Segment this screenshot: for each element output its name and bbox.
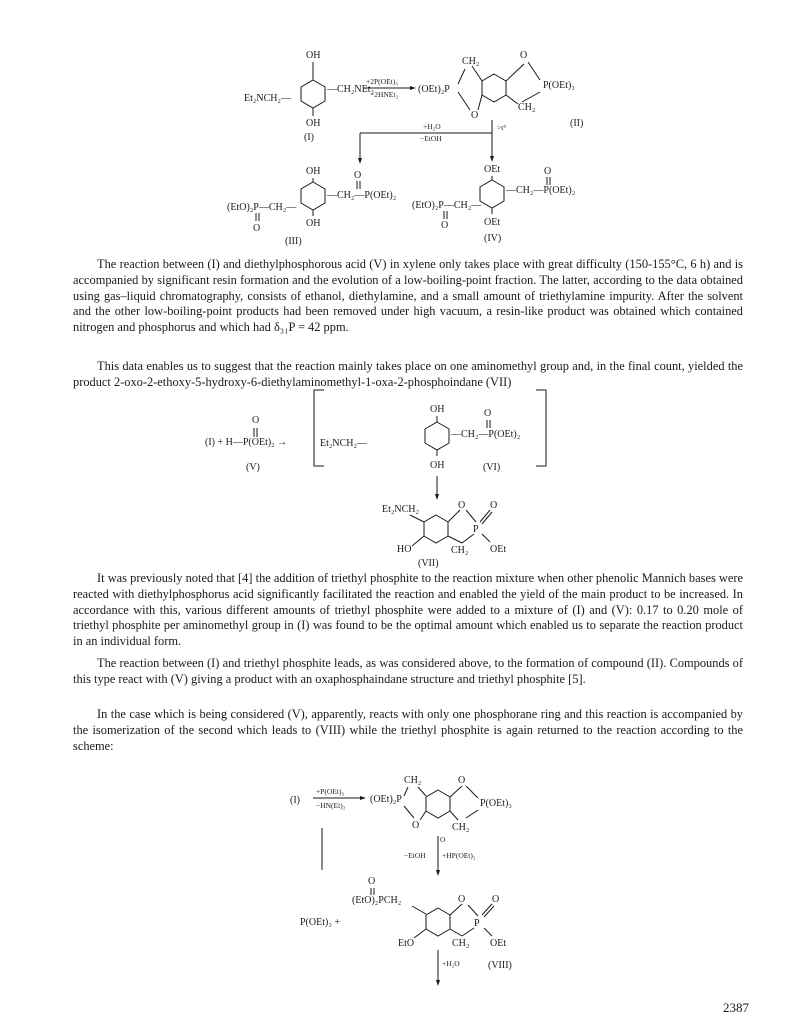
poet3-label: P(OEt)₃ (480, 798, 512, 809)
label-VI: (VI) (483, 462, 501, 473)
label-VII: (VII) (418, 558, 439, 569)
compound-VIII (300, 876, 506, 949)
oet2p-label: (OEt)₂P (418, 84, 450, 95)
o-label: O (458, 894, 466, 905)
o-label: O (354, 170, 362, 181)
paragraph-text: This data enables us to suggest that the reaction mainly takes place on one aminomethyl group and, in the final count, yielded the product 2-oxo-2-ethoxy-5-hydroxy-6-diethylaminomethyl-1-oxa-2-phosphoindane (VII) (73, 359, 743, 389)
o-label: O (253, 223, 261, 234)
page-number: 2387 (723, 1000, 749, 1015)
oh-label: OH (306, 218, 321, 229)
label-IV: (IV) (484, 233, 502, 244)
o-label: O (458, 775, 466, 786)
paragraph-text: The reaction between (I) and triethyl phosphite leads, as was considered above, to the formation of compound (II). Compounds of this type react with (V) giving a product with an oxaphosphaindane structure and triethyl phosphite [5]. (73, 656, 743, 686)
paragraph-text: It was previously noted that [4] the addition of triethyl phosphite to the reaction mixture when other phenolic Mannich bases were reacted with diethylphosphorus acid significantly facilitated the reaction and enabled the yield of the main product to be increased. In accordance with this, various different amounts of triethyl phosphite were added to a mixture of (I) and (V): 0.17 to 0.20 mole of triethyl phosphite per aminomethyl group in (I) was found to be the optimal amount which enabled us to separate the reaction product in an individual form. (73, 571, 743, 649)
byproduct-label: −2HNEt₂ (370, 90, 399, 99)
reaction-arrow (404, 835, 476, 876)
et2nch2-label: Et₂NCH₂— (320, 438, 367, 449)
o-label: O (471, 110, 479, 121)
oet2p-label: (OEt)₂P (370, 794, 402, 805)
oh-label: OH (306, 118, 321, 129)
water-label: +H₂O (423, 122, 441, 131)
p-label: P (473, 524, 479, 535)
o-label: O (458, 500, 466, 511)
o-label: O (484, 408, 492, 419)
ch2-poet2-label: —CH₂—P(OEt)₂ (451, 429, 521, 440)
oh-label: OH (430, 460, 445, 471)
eto2p-ch2-label: (EtO)₂P—CH₂— (412, 200, 482, 211)
o-label: O (520, 50, 528, 61)
ch2-label: CH₂ (404, 775, 422, 786)
o-label: O (492, 894, 500, 905)
paragraph-text: In the case which is being considered (V), apparently, reacts with only one phosphorane ring and this reaction is accompanied by the isomerization of the second which leads to (VIII) while the triethyl phosphite is again returned to the reaction according to the scheme: (73, 707, 743, 753)
poet3-label: P(OEt)₃ (543, 80, 575, 91)
oet-label: OEt (484, 164, 501, 175)
ch2-label: CH₂ (518, 102, 536, 113)
eto2pch2-label: (EtO)₂PCH₂ (352, 895, 402, 906)
oet-label: OEt (490, 544, 507, 555)
reactant-label: (I) + H—P(OEt)₂ → (205, 437, 288, 448)
compound-II (370, 775, 512, 833)
et2nch2-label: Et₂NCH₂— (244, 93, 291, 104)
o-label: O (412, 820, 420, 831)
oh-label: OH (306, 166, 321, 177)
label-I: (I) (304, 132, 314, 143)
heat-label: >t° (497, 123, 507, 132)
plus-hp-label: +HP(OEt)₂ (442, 851, 476, 860)
label-III: (III) (285, 236, 302, 247)
water-label: +H₂O (442, 959, 460, 968)
reactant-I (290, 787, 366, 870)
oet-label: OEt (490, 938, 507, 949)
o-label: O (252, 415, 260, 426)
oh-label: OH (430, 404, 445, 415)
o-label: O (490, 500, 498, 511)
label-II: (II) (570, 118, 584, 129)
ch2-label: CH₂ (452, 938, 470, 949)
etoh-label: −EtOH (420, 134, 442, 143)
ch2-label: CH₂ (462, 56, 480, 67)
oh-label: OH (306, 50, 321, 61)
p-label: P (474, 918, 480, 929)
label-V: (V) (246, 462, 260, 473)
byproduct-label: −HN(Et)₂ (316, 801, 346, 810)
oet-label: OEt (484, 217, 501, 228)
ch2-label: CH₂ (452, 822, 470, 833)
eto2p-ch2-label: (EtO)₂P—CH₂— (227, 202, 297, 213)
o-label: O (544, 166, 552, 177)
eto-label: EtO (398, 938, 415, 949)
minus-etoh-label: −EtOH (404, 851, 426, 860)
label-VIII: (VIII) (488, 960, 512, 971)
poet3-plus-label: P(OEt)₃ + (300, 917, 340, 928)
reagent-label: +P(OEt)₃ (316, 787, 345, 796)
o-label: O (441, 220, 449, 231)
paragraph-text: The reaction between (I) and diethylphosphorous acid (V) in xylene only takes place with great difficulty (150-155°C, 6 h) and is accompanied by significant resin formation and the evolution of a low-boiling-point fraction. The latter, according to the data obtained using gas–liquid chromatography, consists of ethanol, diethylamine, and a small amount of triethylamine impurity. After the solvent and the other low-boiling-point products had been removed under high vacuum, a resin-like product was obtained which contained nitrogen and phosphorus and which had δ₃₁P = 42 ppm. (73, 257, 743, 335)
et2nch2-label: Et₂NCH₂ (382, 504, 419, 515)
ch2-label: CH₂ (451, 545, 469, 556)
o-label: O (440, 835, 446, 844)
final-arrow (436, 950, 512, 986)
ch2net2-label: —CH₂NEt₂ (327, 84, 374, 95)
o-label: O (368, 876, 376, 887)
reagent-label: +2P(OEt)₃ (366, 77, 398, 86)
label-I: (I) (290, 795, 300, 806)
ho-label: HO (397, 544, 412, 555)
ch2-poet2-label: —CH₂—P(OEt)₂ (506, 185, 576, 196)
ch2-poet2-label: —CH₂—P(OEt)₂ (327, 190, 397, 201)
